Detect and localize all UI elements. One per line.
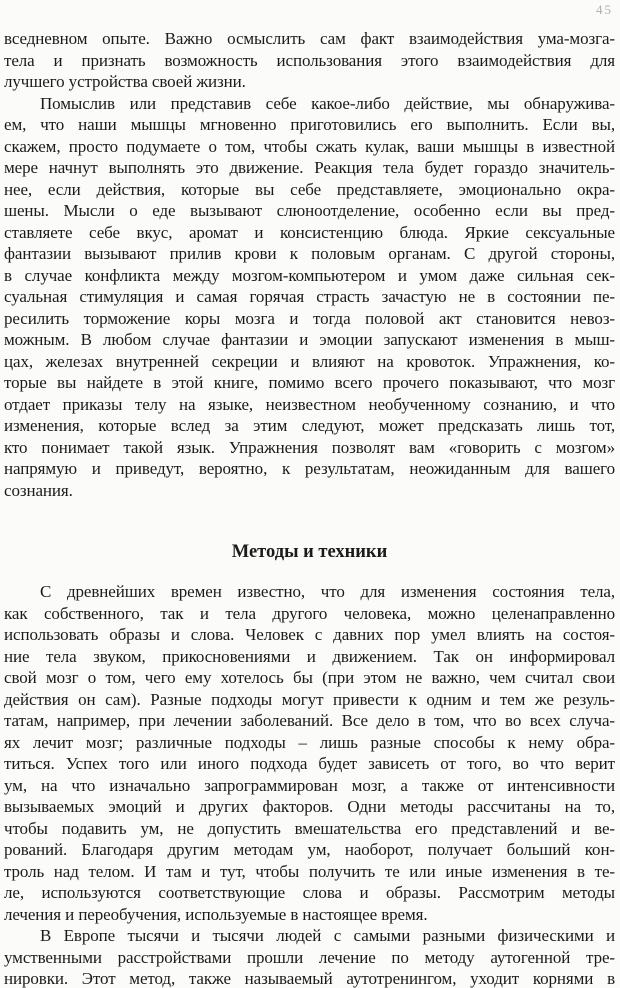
text-line: шены. Мысли о еде вызывают слюноотделение, особенно если вы пред- — [4, 201, 615, 220]
text-line: В Европе тысячи и тысячи людей с самыми разными физическими и — [40, 926, 615, 945]
text-line: нее, если действия, которые вы себе представляете, эмоционально окра- — [4, 179, 615, 199]
text-line: как собственного, так и тела другого человека, можно целенаправленно — [4, 603, 615, 623]
text-line: ях лечит мозг; различные подходы – лишь разные способы к нему обра- — [4, 732, 615, 752]
text-line: чтобы подавить ум, не допустить вмешательства его представлений и ве- — [4, 818, 615, 838]
text-line: тела и признать возможность использования этого взаимодействия для — [4, 50, 615, 70]
text-line: ние тела звуком, прикосновениями и движением. Так он информировал — [4, 646, 615, 666]
text-line: использовать образы и слова. Человек с давних пор умел влиять на состоя- — [4, 625, 615, 644]
paragraph-autogenic-training — [4, 925, 615, 988]
text-line: ум, на что изначально запрограммирован мозг, а также от интенсивности — [4, 775, 615, 795]
text-line: можным. В любом случае фантазии и эмоции запускают изменения в мыш- — [4, 330, 615, 349]
text-line: мере начнут выполнять это движение. Реакция тела будет гораздо значитель- — [4, 158, 615, 177]
text-line: действия он сам). Разные подходы могут привести к одним и тем же резуль- — [4, 689, 615, 709]
text-line: фантазии вызывают прилив крови к половым органам. С другой стороны, — [4, 244, 615, 263]
paragraph-imagining-action — [4, 93, 615, 502]
text-line: сознания. — [4, 480, 73, 500]
text-line: ем, что наши мышцы мгновенно приготовились его выполнить. Если вы, — [4, 115, 615, 134]
text-line: отдает приказы телу на языке, неизвестном необученному сознанию, и что — [4, 394, 615, 414]
text-line: титься. Успех того или иного подхода будет зависеть от того, во что верит — [4, 754, 615, 773]
text-line: кто понимает такой язык. Упражнения позволят вам «говорить с мозгом» — [4, 437, 615, 457]
text-line: С древнейших времен известно, что для изменения состояния тела, — [40, 582, 615, 601]
text-line: лучшего устройства своей жизни. — [4, 72, 246, 91]
text-line: напрямую и приведут, вероятно, к результатам, неожиданным для вашего — [4, 459, 615, 478]
text-line: ресилить торможение коры мозга и тогда половой акт становится невоз- — [4, 308, 615, 328]
text-line: цах, железах внутренней секреции и влияют на кровоток. Упражнения, ко- — [4, 351, 615, 371]
text-line: лечения и переобучения, используемые в настоящее время. — [4, 904, 428, 924]
text-line: татам, например, при лечении заболеваний. Все дело в том, что во всех случа- — [4, 711, 615, 730]
text-line: скажем, просто подумаете о том, чтобы сжать кулак, ваши мышцы в известной — [4, 136, 615, 156]
text-line: суальная стимуляция и самая горячая страсть зачастую не в состоянии пе- — [4, 287, 615, 306]
text-line: умственными расстройствами прошли лечение по методу аутогенной тре- — [4, 947, 615, 967]
text-line: Помыслив или представив себе какое-либо действие, мы обнаружива- — [40, 93, 615, 113]
text-line: свой мозг о том, чего ему хотелось бы (при этом не важно, чем считал свои — [4, 668, 615, 687]
text-line: в случае конфликта между мозгом-компьютером и умом даже сильная сек- — [4, 265, 615, 285]
page-number: 45 — [596, 2, 613, 17]
paragraph-methods-intro — [4, 581, 615, 925]
paragraph-continuation — [4, 28, 615, 93]
text-line: торые вы найдете в этой книге, помимо всего прочего показывают, что мозг — [4, 373, 615, 392]
text-line: ле, используются соответствующие слова и образы. Рассмотрим методы — [4, 883, 615, 902]
text-line: рований. Благодаря другим методам ум, наоборот, получает больший кон- — [4, 840, 615, 859]
text-line: изменения, которые вслед за этим следуют, может предсказать лишь тот, — [4, 416, 615, 435]
text-line: ставляете себе вкус, аромат и консистенцию блюда. Яркие сексуальные — [4, 222, 615, 242]
section-heading: Методы и техники — [231, 542, 388, 562]
text-line: вседневном опыте. Важно осмыслить сам факт взаимодействия ума-мозга- — [4, 29, 615, 48]
text-line: вызываемых эмоций и других факторов. Одни методы рассчитаны на то, — [4, 797, 615, 816]
text-line: троль над телом. И там и тут, чтобы получить те или иные изменения в те- — [4, 861, 615, 881]
text-line: нировки. Этот метод, также называемый аутотренингом, уходит корнями в — [4, 969, 615, 988]
